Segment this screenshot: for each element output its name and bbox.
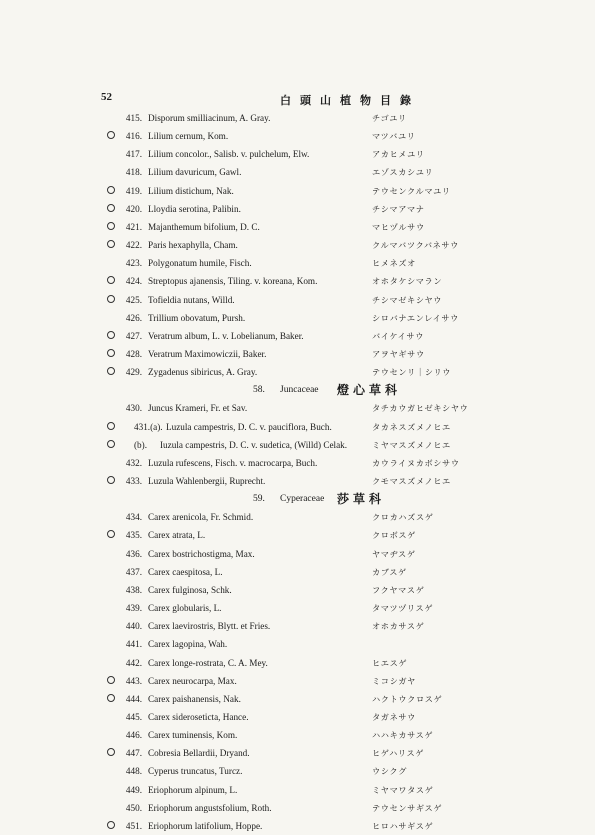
- circle-mark-icon: [107, 349, 115, 357]
- japanese-name: カウライヌカボシサウ: [372, 457, 460, 468]
- entry-number: 417.: [125, 149, 142, 160]
- species-name: Paris hexaphylla, Cham.: [148, 240, 238, 251]
- japanese-name: テウセンリ｜シリウ: [372, 367, 452, 378]
- entry-number: 425.: [125, 294, 142, 305]
- species-name: Disporum smilliacinum, A. Gray.: [148, 113, 271, 123]
- species-entry: [0, 399, 595, 417]
- species-name: Luzula Wahlenbergii, Ruprecht.: [148, 476, 266, 486]
- entry-number: 447.: [125, 748, 142, 759]
- species-name: Carex fulginosa, Schk.: [148, 584, 232, 595]
- family-number: 58.: [253, 385, 265, 396]
- japanese-name: ヒゲハリスゲ: [372, 748, 425, 759]
- family-japanese-name: 燈心草科: [337, 383, 402, 398]
- species-name: Cyperus truncatus, Turcz.: [148, 766, 243, 777]
- species-name: Luzula rufescens, Fisch. v. macrocarpa, Buch.: [148, 457, 318, 468]
- species-name: Carex atrata, L.: [148, 530, 206, 541]
- entry-number: 422.: [125, 240, 142, 251]
- species-name: Zygadenus sibiricus, A. Gray.: [148, 367, 258, 378]
- species-entry: [0, 182, 595, 200]
- species-entry: [0, 762, 595, 780]
- species-entry: [0, 345, 595, 363]
- species-entry: [0, 599, 595, 617]
- japanese-name: ミヤマワタスゲ: [372, 784, 434, 795]
- japanese-name: オホカサスゲ: [372, 621, 425, 632]
- species-entry: [0, 526, 595, 544]
- circle-mark-icon: [107, 821, 115, 829]
- species-entry: [0, 799, 595, 817]
- entry-number: 450.: [125, 802, 142, 813]
- species-entry: [0, 418, 595, 436]
- species-entry: [0, 781, 595, 799]
- species-entry: [0, 218, 595, 236]
- species-name: Cobresia Bellardii, Dryand.: [148, 748, 250, 759]
- circle-mark-icon: [107, 676, 115, 684]
- entry-number: 440.: [125, 621, 142, 632]
- entry-number: 420.: [125, 203, 142, 214]
- entry-number: 415.: [125, 113, 142, 123]
- japanese-name: シロバナエンレイサウ: [372, 312, 459, 323]
- page-title: 白頭山植物目錄: [280, 94, 420, 107]
- japanese-name: オホタケシマラン: [372, 276, 443, 287]
- family-heading: [0, 490, 595, 508]
- species-name: Lloydia serotina, Palibin.: [148, 203, 241, 214]
- circle-mark-icon: [107, 276, 115, 284]
- species-name: Eriophorum latifolium, Hoppe.: [148, 820, 263, 831]
- entry-number: 445.: [125, 711, 142, 722]
- species-name: Carex neurocarpa, Max.: [148, 675, 237, 686]
- entry-number: 439.: [125, 603, 142, 614]
- species-name: Lilium davuricum, Gawl.: [148, 167, 242, 178]
- species-entry: [0, 236, 595, 254]
- species-name: Lilium cernum, Kom.: [148, 131, 229, 142]
- species-name: Juncus Krameri, Fr. et Sav.: [148, 403, 248, 414]
- species-entry: [0, 563, 595, 581]
- species-entry: [0, 744, 595, 762]
- species-name: Majanthemum bifolium, D. C.: [148, 221, 260, 232]
- entry-number: 437.: [125, 566, 142, 577]
- entry-number: 432.: [125, 457, 142, 468]
- japanese-name: テウセンサギスゲ: [372, 802, 443, 813]
- species-entry: [0, 291, 595, 309]
- entry-number: 421.: [125, 221, 142, 232]
- japanese-name: ヒメネズオ: [372, 258, 416, 269]
- entry-number: 449.: [125, 784, 142, 795]
- entry-number: 419.: [125, 185, 142, 196]
- japanese-name: ヒロハサギスゲ: [372, 820, 434, 831]
- species-name: Lilium distichum, Nak.: [148, 185, 234, 196]
- circle-mark-icon: [107, 367, 115, 375]
- species-name: Eriophorum alpinum, L.: [148, 784, 238, 795]
- species-name: Luzula campestris, D. C. v. pauciflora, Buch.: [166, 421, 332, 432]
- species-entry: [0, 635, 595, 653]
- entry-number: 435.: [125, 530, 142, 541]
- japanese-name: ヤマヂスゲ: [372, 548, 416, 559]
- circle-mark-icon: [107, 222, 115, 230]
- circle-mark-icon: [107, 476, 115, 484]
- entry-number: (b).: [134, 439, 148, 450]
- species-entry: [0, 508, 595, 526]
- species-entry: [0, 327, 595, 345]
- circle-mark-icon: [107, 530, 115, 538]
- entry-number: 434.: [125, 512, 142, 523]
- japanese-name: クモマスズメノヒエ: [372, 476, 451, 486]
- entry-number: 428.: [125, 348, 142, 359]
- entry-number: 424.: [125, 276, 142, 287]
- species-name: Carex globularis, L.: [148, 603, 222, 614]
- entry-number: 438.: [125, 584, 142, 595]
- species-entry: [0, 672, 595, 690]
- species-entry: [0, 145, 595, 163]
- circle-mark-icon: [107, 748, 115, 756]
- japanese-name: クルマバツクバネサウ: [372, 240, 459, 251]
- japanese-name: タマツヅリスゲ: [372, 603, 434, 614]
- japanese-name: タガネサウ: [372, 711, 416, 722]
- entry-number: 429.: [125, 367, 142, 378]
- japanese-name: タカネスズメノヒエ: [372, 421, 451, 432]
- species-entry: [0, 581, 595, 599]
- entry-number: 418.: [125, 167, 142, 178]
- circle-mark-icon: [107, 440, 115, 448]
- species-name: Polygonatum humile, Fisch.: [148, 258, 252, 269]
- family-latin-name: Juncaceae: [280, 385, 319, 396]
- circle-mark-icon: [107, 240, 115, 248]
- species-entry: [0, 109, 595, 127]
- species-name: Streptopus ajanensis, Tiling. v. koreana, Kom.: [148, 276, 318, 287]
- species-entry: [0, 472, 595, 490]
- japanese-name: チゴユリ: [372, 113, 407, 123]
- species-name: Carex laevirostris, Blytt. et Fries.: [148, 621, 271, 632]
- circle-mark-icon: [107, 331, 115, 339]
- entry-number: 444.: [125, 693, 142, 704]
- species-name: Iuzula campestris, D. C. v. sudetica, (Willd) Celak.: [160, 439, 348, 450]
- japanese-name: クロボスゲ: [372, 530, 416, 541]
- japanese-name: テウセンクルマユリ: [372, 185, 451, 196]
- species-name: Carex paishanensis, Nak.: [148, 693, 241, 704]
- species-entry: [0, 254, 595, 272]
- species-name: Carex arenicola, Fr. Schmid.: [148, 512, 254, 523]
- japanese-name: ウシクグ: [372, 766, 407, 777]
- family-latin-name: Cyperaceae: [280, 494, 325, 505]
- japanese-name: タチカウガヒゼキシヤウ: [372, 403, 469, 414]
- japanese-name: マヒヅルサウ: [372, 221, 425, 232]
- species-entry: [0, 617, 595, 635]
- species-name: Carex longe-rostrata, C. A. Mey.: [148, 657, 268, 668]
- entry-number: 423.: [125, 258, 142, 269]
- species-entry: [0, 272, 595, 290]
- species-entry: [0, 817, 595, 835]
- species-entry: [0, 309, 595, 327]
- entry-number: 448.: [125, 766, 142, 777]
- family-number: 59.: [253, 494, 265, 505]
- species-name: Lilium concolor., Salisb. v. pulchelum, Elw.: [148, 149, 310, 160]
- species-name: Veratrum album, L. v. Lobelianum, Baker.: [148, 330, 304, 341]
- entry-number: 433.: [125, 476, 142, 486]
- circle-mark-icon: [107, 186, 115, 194]
- species-entry: [0, 127, 595, 145]
- japanese-name: カブスゲ: [372, 566, 407, 577]
- entry-number: 426.: [125, 312, 142, 323]
- japanese-name: マツバユリ: [372, 131, 416, 142]
- page-number: 52: [101, 91, 112, 103]
- circle-mark-icon: [107, 295, 115, 303]
- japanese-name: ハクトウクロスゲ: [372, 693, 443, 704]
- japanese-name: チシマゼキシヤウ: [372, 294, 443, 305]
- circle-mark-icon: [107, 131, 115, 139]
- circle-mark-icon: [107, 694, 115, 702]
- entry-number: 427.: [125, 330, 142, 341]
- entry-number: 446.: [125, 730, 142, 741]
- species-entry: [0, 363, 595, 381]
- species-entry: [0, 654, 595, 672]
- japanese-name: アカヒメユリ: [372, 149, 425, 160]
- entry-number: 442.: [125, 657, 142, 668]
- circle-mark-icon: [107, 204, 115, 212]
- species-entry: [0, 545, 595, 563]
- family-japanese-name: 莎草科: [337, 492, 386, 507]
- family-heading: [0, 381, 595, 399]
- entry-number: 441.: [125, 639, 142, 650]
- entry-number: 430.: [125, 403, 142, 414]
- japanese-name: クロカハズスゲ: [372, 512, 434, 523]
- entry-number: 436.: [125, 548, 142, 559]
- entry-number: 416.: [125, 131, 142, 142]
- japanese-name: ミコシガヤ: [372, 675, 416, 686]
- species-entry: [0, 726, 595, 744]
- japanese-name: チシマアマナ: [372, 203, 425, 214]
- species-name: Eriophorum angustsfolium, Roth.: [148, 802, 272, 813]
- species-name: Carex caespitosa, L.: [148, 566, 223, 577]
- entry-number: 451.: [125, 820, 142, 831]
- circle-mark-icon: [107, 422, 115, 430]
- species-entry: [0, 163, 595, 181]
- species-name: Carex tuminensis, Kom.: [148, 730, 238, 741]
- species-entry: [0, 454, 595, 472]
- japanese-name: エゾスカシユリ: [372, 167, 434, 178]
- species-name: Trillium obovatum, Pursh.: [148, 312, 246, 323]
- japanese-name: ミヤマスズメノヒエ: [372, 439, 451, 450]
- japanese-name: ヒエスゲ: [372, 657, 408, 668]
- japanese-name: バイケイサウ: [372, 330, 424, 341]
- species-name: Carex bostrichostigma, Max.: [148, 548, 255, 559]
- entry-number: 431.(a).: [134, 421, 163, 432]
- species-entry: [0, 200, 595, 218]
- species-entry: [0, 436, 595, 454]
- entry-number: 443.: [125, 675, 142, 686]
- species-name: Carex sideroseticta, Hance.: [148, 711, 249, 722]
- species-entry: [0, 690, 595, 708]
- japanese-name: フクヤマスゲ: [372, 584, 425, 595]
- species-entry: [0, 708, 595, 726]
- species-name: Carex lagopina, Wah.: [148, 639, 228, 650]
- species-name: Veratrum Maximowiczii, Baker.: [148, 348, 267, 359]
- species-name: Tofieldia nutans, Willd.: [148, 294, 235, 305]
- japanese-name: ハハキカサスゲ: [372, 730, 434, 741]
- japanese-name: アヲヤギサウ: [372, 348, 425, 359]
